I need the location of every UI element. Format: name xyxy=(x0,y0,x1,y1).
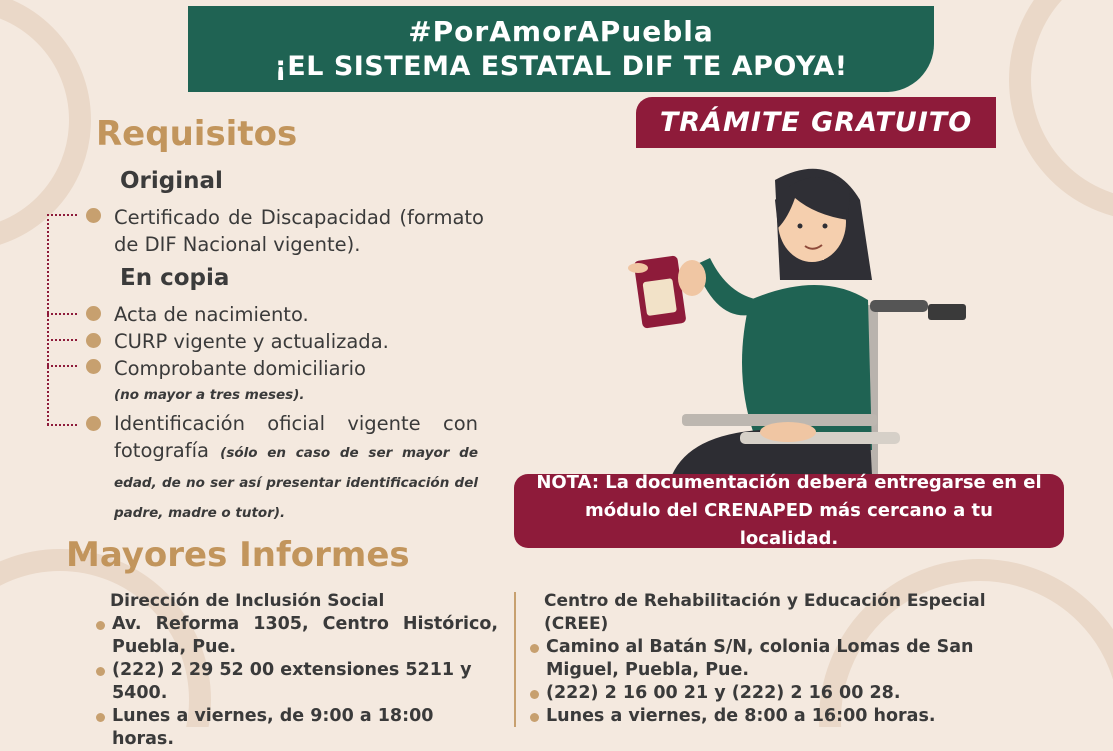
bullet-dot xyxy=(86,359,101,374)
column-divider xyxy=(514,592,516,727)
bullet-dot xyxy=(86,306,101,321)
info-heading: Centro de Rehabilitación y Educación Especial (CREE) xyxy=(544,591,986,634)
person-in-wheelchair-illustration xyxy=(610,150,990,475)
bullet-dot xyxy=(86,333,101,348)
note-box xyxy=(514,474,1064,548)
info-heading: Dirección de Inclusión Social xyxy=(110,591,385,611)
requirements-title: Requisitos xyxy=(96,114,298,154)
tagline-title: ¡EL SISTEMA ESTATAL DIF TE APOYA! xyxy=(274,51,848,82)
requirement-item xyxy=(114,410,478,527)
tree-connector xyxy=(47,214,77,216)
hours-line: Lunes a viernes, de 8:00 a 16:00 horas. xyxy=(530,705,1040,728)
hashtag-title: #PorAmorAPuebla xyxy=(408,15,714,48)
requirement-note: (no mayor a tres meses). xyxy=(114,387,305,403)
bullet-dot xyxy=(86,208,101,223)
copy-heading: En copia xyxy=(120,265,230,291)
tree-connector xyxy=(47,339,77,341)
free-procedure-badge: TRÁMITE GRATUITO xyxy=(636,97,996,148)
requirement-item: Acta de nacimiento. xyxy=(114,303,309,326)
original-heading: Original xyxy=(120,168,223,194)
requirement-text: Comprobante domiciliario xyxy=(114,357,366,380)
requirement-item xyxy=(114,355,484,409)
tree-connector xyxy=(47,214,49,425)
more-info-title: Mayores Informes xyxy=(66,535,410,575)
requirement-text: Identificación oficial vigente con fotografía xyxy=(114,412,478,462)
address-line: Av. Reforma 1305, Centro Histórico, Puebla, Pue. xyxy=(96,613,498,659)
phone-line: (222) 2 16 00 21 y (222) 2 16 00 28. xyxy=(530,682,1040,705)
tree-connector xyxy=(47,424,77,426)
note-text: NOTA: La documentación deberá entregarse en el módulo del CRENAPED más cercano a tu localidad. xyxy=(536,472,1042,549)
requirement-note: (sólo en caso de ser mayor de edad, de no ser así presentar identificación del padre, madre o tutor). xyxy=(114,445,478,521)
requirement-item: CURP vigente y actualizada. xyxy=(114,330,389,353)
tree-connector xyxy=(47,313,77,315)
info-column-right xyxy=(530,590,1040,728)
tree-connector xyxy=(47,365,77,367)
phone-line: (222) 2 29 52 00 extensiones 5211 y 5400. xyxy=(96,659,498,705)
requirement-item: Certificado de Discapacidad (formato de DIF Nacional vigente). xyxy=(114,206,484,256)
hours-line: Lunes a viernes, de 9:00 a 18:00 horas. xyxy=(96,705,498,751)
header-banner xyxy=(188,6,934,92)
bullet-dot xyxy=(86,416,101,431)
address-line: Camino al Batán S/N, colonia Lomas de San Miguel, Puebla, Pue. xyxy=(530,636,1038,682)
